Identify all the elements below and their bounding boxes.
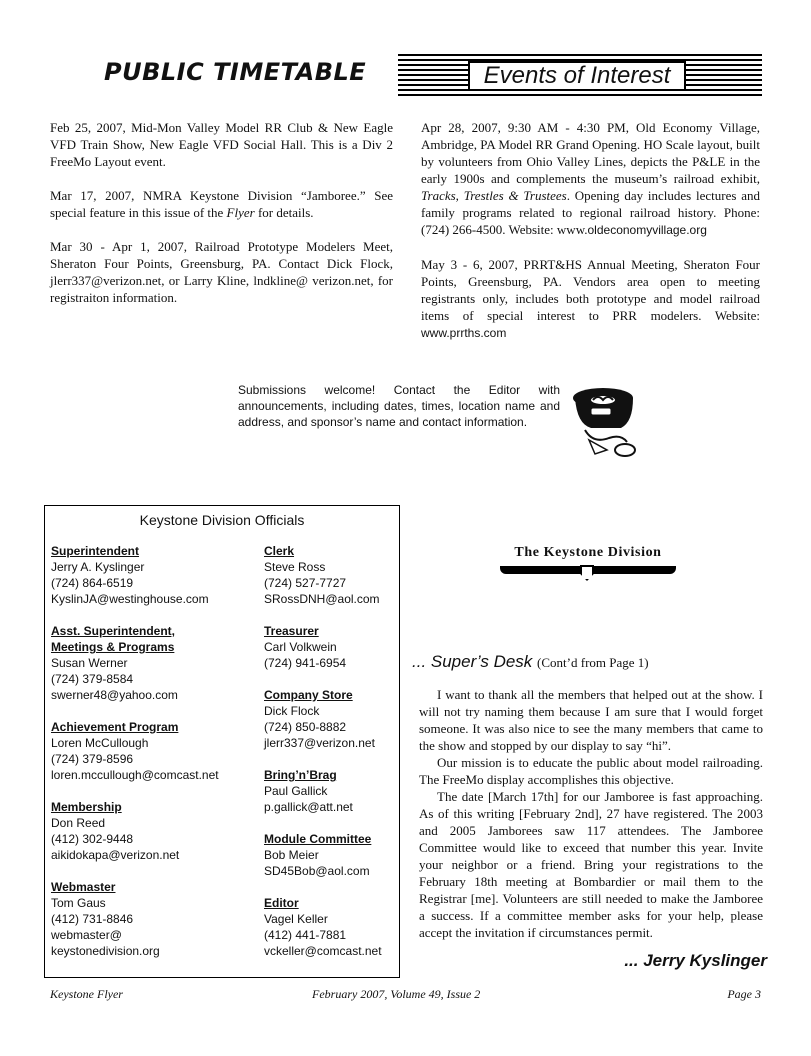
official-group <box>51 623 256 703</box>
official-detail: Steve Ross <box>264 560 326 574</box>
official-detail: (412) 302-9448 <box>51 832 134 846</box>
officials-right-column <box>264 543 400 975</box>
event-text: May 3 - 6, 2007, PRRT&HS Annual Meeting, Sheraton Four Points, Greensburg, PA. Vendors area open to meeting registrants only, includes both prototype and model railroad items of special interest to PRR modelers. Website: <box>421 257 760 323</box>
event-item <box>50 187 393 221</box>
event-text: Feb 25, 2007, Mid-Mon Valley Model RR Club & New Eagle VFD Train Show, New Eagle VFD Social Hall. This is a Div 2 FreeMo Layout event. <box>50 120 393 169</box>
official-role: Superintendent <box>51 544 140 558</box>
signature: ... Jerry Kyslinger <box>624 951 767 970</box>
official-detail: vckeller@comcast.net <box>264 944 382 958</box>
official-detail: Tom Gaus <box>51 896 106 910</box>
official-detail: (412) 441-7881 <box>264 928 347 942</box>
events-left-column <box>50 119 393 323</box>
event-emphasis: Tracks, Trestles & Trustees <box>421 188 567 203</box>
official-detail: (724) 527-7727 <box>264 576 347 590</box>
official-group <box>51 799 256 863</box>
section-title: Events of Interest <box>468 61 686 91</box>
official-group <box>264 895 400 959</box>
event-text: for details. <box>254 205 314 220</box>
official-group <box>51 719 256 783</box>
official-detail: KyslinJA@westinghouse.com <box>51 592 209 606</box>
supers-desk-title: ... Super’s Desk <box>412 652 533 671</box>
events-banner <box>398 54 762 98</box>
events-right-column <box>421 119 760 359</box>
official-group <box>51 543 256 607</box>
official-detail: webmaster@ <box>51 928 122 942</box>
supers-desk-heading <box>412 652 649 672</box>
official-group <box>51 879 256 959</box>
official-detail: Loren McCullough <box>51 736 149 750</box>
conductor-cap-icon <box>563 378 647 462</box>
event-emphasis: Flyer <box>226 205 255 220</box>
event-item <box>421 256 760 342</box>
supers-desk-body <box>419 686 763 941</box>
official-detail: (724) 850-8882 <box>264 720 347 734</box>
official-role: Clerk <box>264 544 295 558</box>
official-detail: swerner48@yahoo.com <box>51 688 178 702</box>
footer-publication: Keystone Flyer <box>50 987 123 1001</box>
footer-issue: February 2007, Volume 49, Issue 2 <box>312 987 481 1001</box>
official-detail: Don Reed <box>51 816 106 830</box>
officials-left-column <box>51 543 256 975</box>
official-group <box>264 767 400 815</box>
supers-paragraph: I want to thank all the members that helped out at the show. I will not try naming them because I am sure that I would forget someone. It was also nice to see the many members that came to the show and stopped by our display to say “hi”. <box>419 687 763 753</box>
official-detail: p.gallick@att.net <box>264 800 353 814</box>
official-role: Meetings & Programs <box>51 640 175 654</box>
submissions-note: Submissions welcome! Contact the Editor with announcements, including dates, times, location name and address, and sponsor’s name and contact information. <box>238 383 560 429</box>
supers-paragraph: The date [March 17th] for our Jamboree is fast approaching. As of this writing [February 2nd], 27 have registered. The 2003 and 2005 Jamborees saw 117 attendees. The Jamboree Committee would like to exceed that number this year. Invite your neighbor or a friend. Bring your registrations to the February 18th meeting at Bombardier or mail them to the Registrar [me]. Volunteers are still needed to make the Jamboree a success. If a committee member asks for your help, please accept the invitation if circumstances permit. <box>419 789 763 940</box>
official-detail: Dick Flock <box>264 704 320 718</box>
official-detail: Carl Volkwein <box>264 640 337 654</box>
keystone-icon <box>580 565 594 581</box>
keystone-division-logo <box>500 545 676 583</box>
event-item <box>421 119 760 239</box>
supers-paragraph: Our mission is to educate the public about model railroading. The FreeMo display accomplishes this objective. <box>419 755 763 787</box>
event-item <box>50 238 393 306</box>
event-text: Apr 28, 2007, 9:30 AM - 4:30 PM, Old Economy Village, Ambridge, PA Model RR Grand Opening. HO Scale layout, built by volunteers from Ohio Valley Lines, depicts the P&LE in the early 1900s and complements the museum’s railroad exhibit, <box>421 120 760 186</box>
event-website: oldeconomyvillage.org <box>587 223 707 237</box>
official-role: Module Committee <box>264 832 372 846</box>
event-text: Mar 17, 2007, NMRA Keystone Division “Jamboree.” See special feature in this issue of the <box>50 188 393 220</box>
official-detail: (724) 864-6519 <box>51 576 134 590</box>
official-detail: (724) 941-6954 <box>264 656 347 670</box>
official-detail: aikidokapa@verizon.net <box>51 848 180 862</box>
footer-page-number: Page 3 <box>727 987 761 1001</box>
official-detail: (724) 379-8584 <box>51 672 134 686</box>
page-title: PUBLIC TIMETABLE <box>104 58 367 86</box>
official-role: Company Store <box>264 688 353 702</box>
event-text: . Opening day includes lectures and family programs related to regional railroad history. Phone: (724) 266-4500. Website: www. <box>421 188 760 237</box>
official-detail: (724) 379-8596 <box>51 752 134 766</box>
official-group <box>264 831 400 879</box>
event-text: Mar 30 - Apr 1, 2007, Railroad Prototype Modelers Meet, Sheraton Four Points, Greensburg, PA. Contact Dick Flock, jlerr337@verizon.net, or Larry Kline, lndkline@ verizon.net, for registraiton information. <box>50 239 393 305</box>
official-detail: Bob Meier <box>264 848 319 862</box>
official-detail: jlerr337@verizon.net <box>264 736 375 750</box>
official-detail: Susan Werner <box>51 656 128 670</box>
official-detail: SD45Bob@aol.com <box>264 864 370 878</box>
official-detail: loren.mccullough@comcast.net <box>51 768 219 782</box>
official-detail: keystonedivision.org <box>51 944 160 958</box>
official-detail: SRossDNH@aol.com <box>264 592 380 606</box>
official-role: Editor <box>264 896 299 910</box>
official-detail: Jerry A. Kyslinger <box>51 560 145 574</box>
official-detail: Paul Gallick <box>264 784 328 798</box>
continued-note: (Cont’d from Page 1) <box>537 655 649 670</box>
official-role: Achievement Program <box>51 720 179 734</box>
official-group <box>264 543 400 607</box>
officials-title: Keystone Division Officials <box>139 512 305 528</box>
official-role: Bring’n’Brag <box>264 768 337 782</box>
official-role: Asst. Superintendent, <box>51 624 176 638</box>
event-website: www.prrths.com <box>421 326 507 340</box>
official-role: Membership <box>51 800 122 814</box>
official-role: Treasurer <box>264 624 319 638</box>
official-role: Webmaster <box>51 880 116 894</box>
official-detail: Vagel Keller <box>264 912 328 926</box>
officials-box <box>44 505 400 978</box>
official-detail: (412) 731-8846 <box>51 912 134 926</box>
official-group <box>264 623 400 671</box>
official-group <box>264 687 400 751</box>
logo-text: The Keystone Division <box>514 545 662 560</box>
event-item <box>50 119 393 170</box>
